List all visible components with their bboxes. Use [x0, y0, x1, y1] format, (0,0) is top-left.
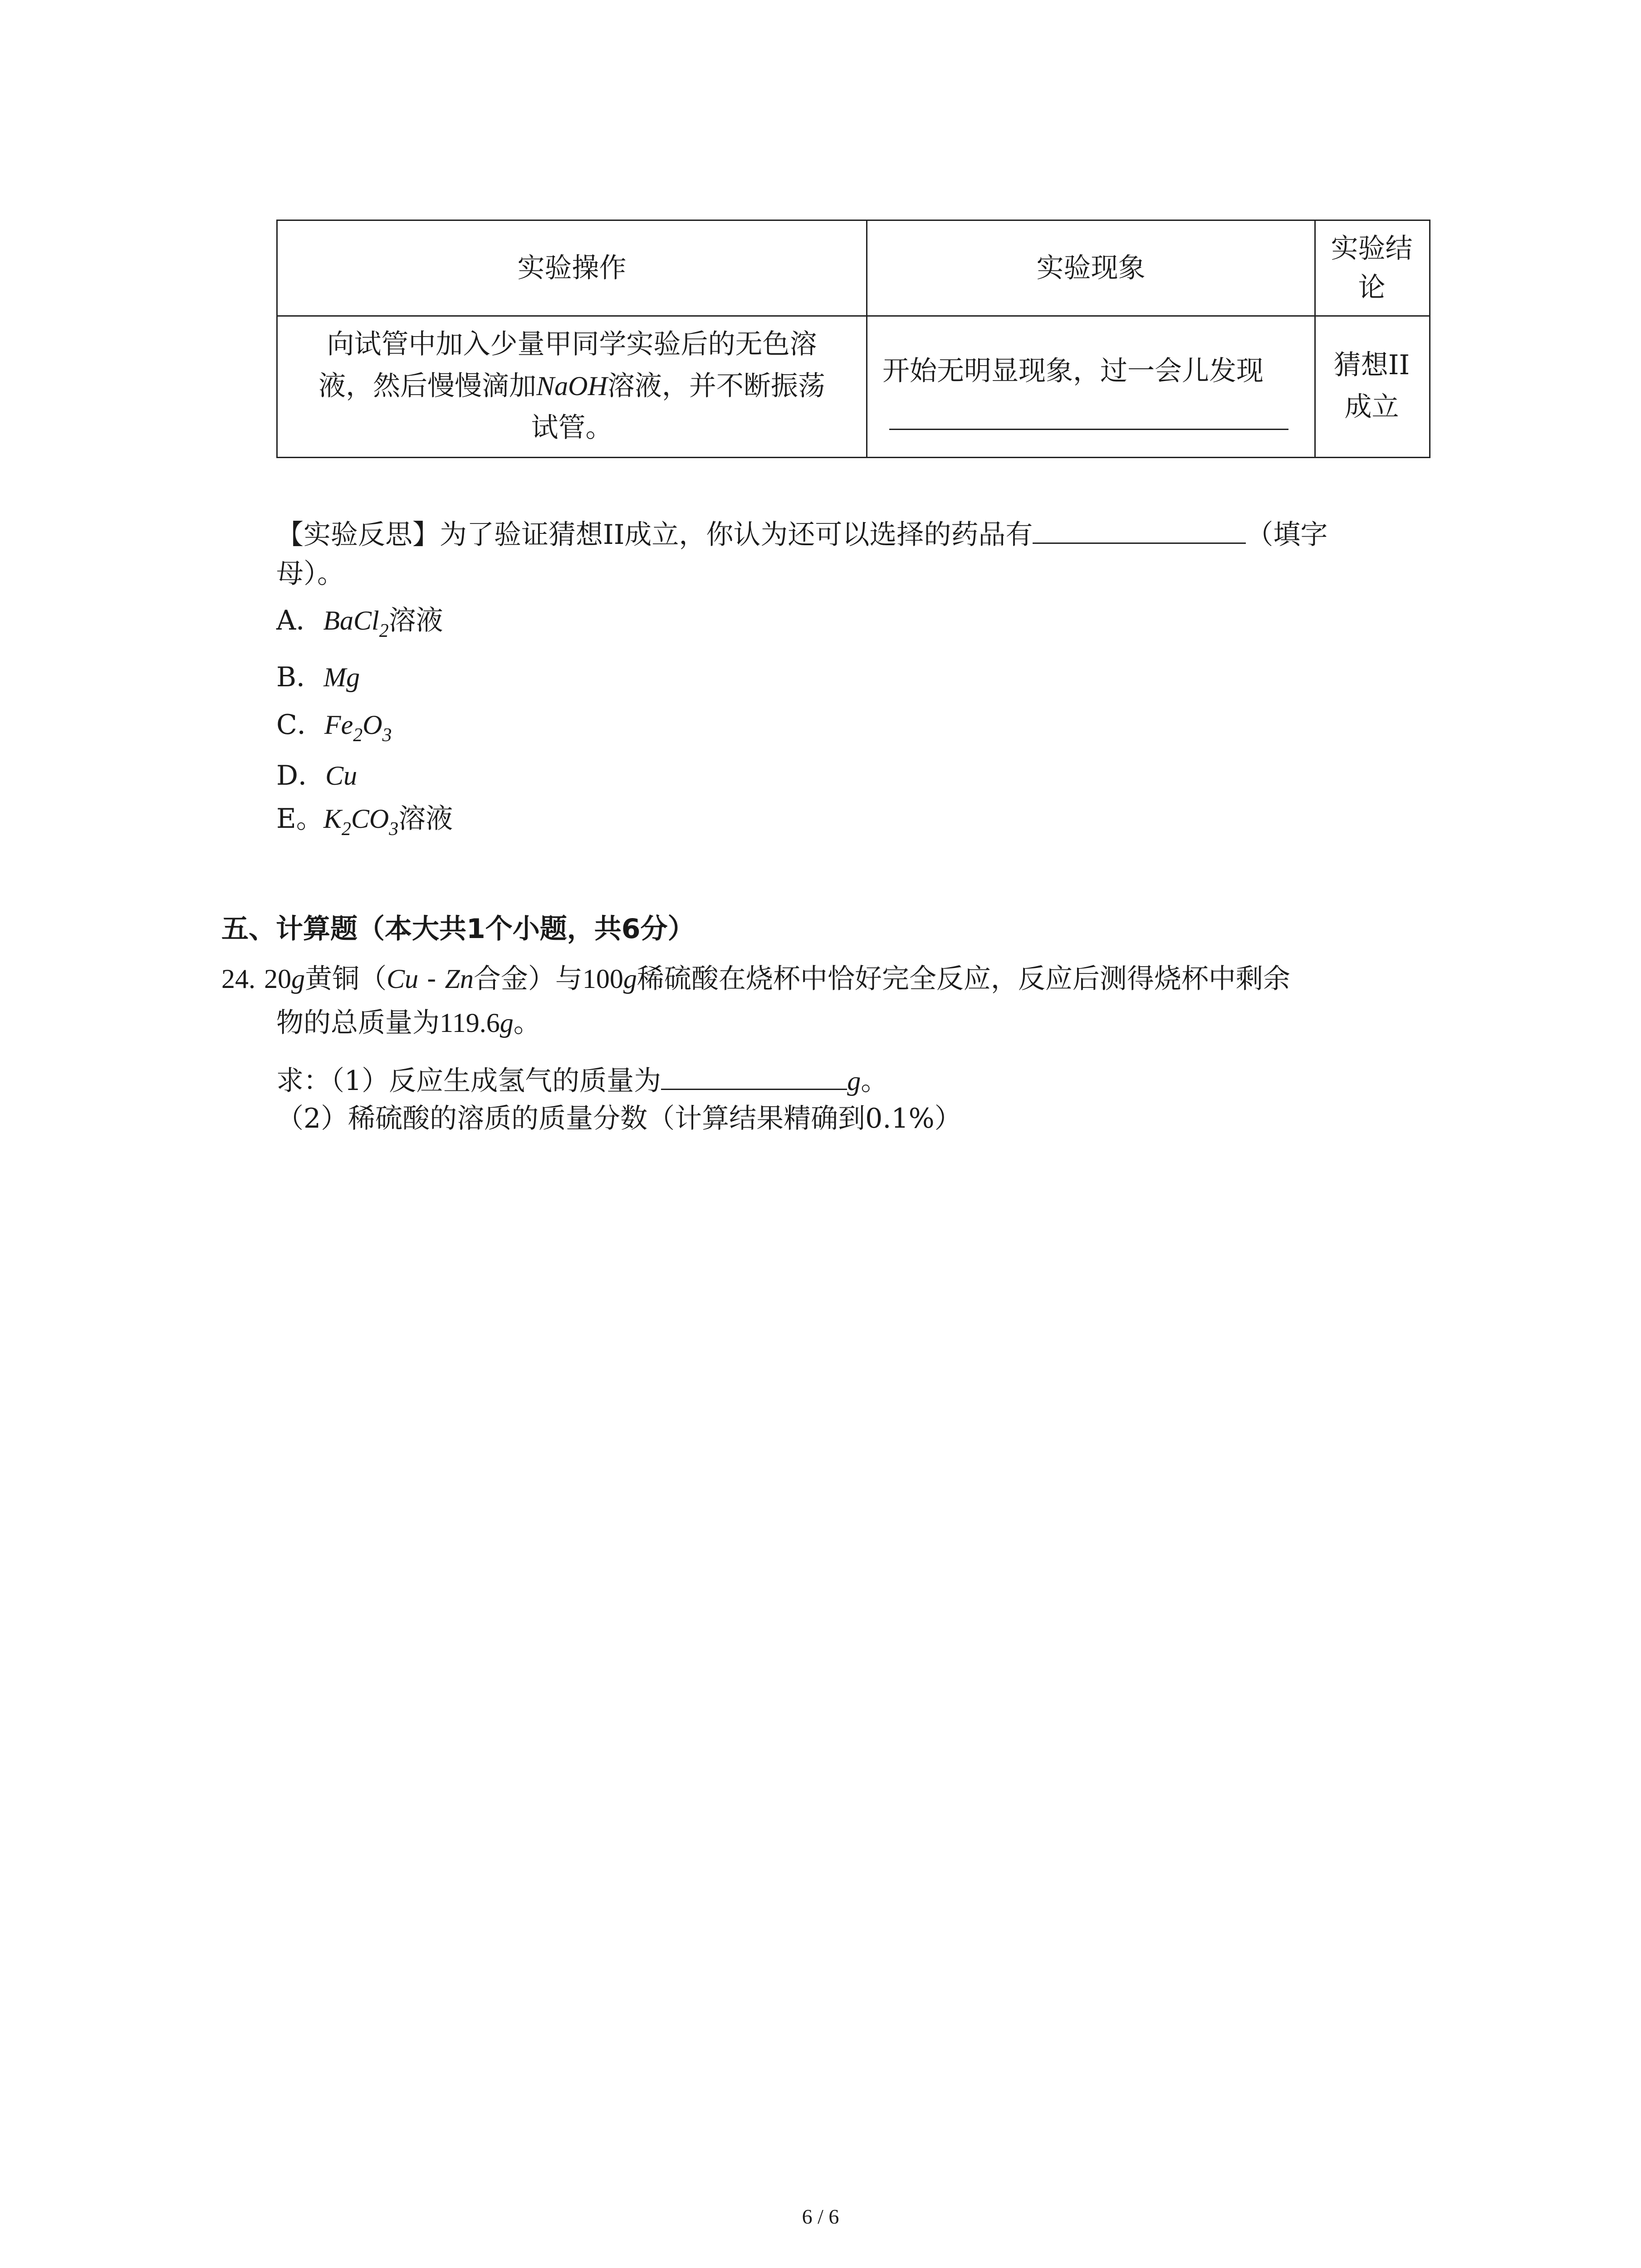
- conclusion-cell: 猜想II 成立: [1333, 349, 1410, 423]
- phenomenon-blank: [889, 429, 1288, 430]
- option-a: A．BaCl$_2$溶液: [276, 605, 443, 641]
- answer-blank: [1033, 515, 1246, 544]
- answer-blank: [661, 1061, 847, 1090]
- reflection-line1: 【实验反思】为了验证猜想II成立，你认为还可以选择的药品有 （填字: [276, 515, 1327, 548]
- operation-cell: 向试管中加入少量甲同学实验后的无色溶 液，然后慢慢滴加NaOH溶液，并不断振荡 试管。: [318, 328, 825, 444]
- section-heading: 五、计算题（本大共1个小题，共6分）: [221, 913, 695, 945]
- subquestion-1: 求：（1）反应生成氢气的质量为 g。: [276, 1061, 888, 1095]
- question-24-line1: 24. 20g黄铜（Cu - Zn合金）与100g稀硫酸在烧杯中恰好完全反应，反应后测得烧杯中剩余: [221, 963, 1290, 995]
- option-d: D．Cu: [276, 760, 358, 792]
- option-c: C．$Fe_2O_3$: [276, 709, 392, 746]
- option-e: E。$K_2CO_3$溶液: [276, 803, 453, 840]
- subquestion-2: （2）稀硫酸的溶质的质量分数（计算结果精确到0.1%）: [276, 1103, 962, 1134]
- header-operation: 实验操作: [517, 252, 627, 284]
- question-24-line2: 物的总质量为119.6g。: [276, 1007, 541, 1039]
- phenomenon-cell: 开始无明显现象，过一会儿发现: [882, 355, 1264, 387]
- page-number: 6 / 6: [802, 2205, 839, 2228]
- reflection-line2: 母）。: [276, 558, 344, 590]
- header-conclusion: 实验结 论: [1331, 233, 1413, 303]
- header-phenomenon: 实验现象: [1036, 252, 1146, 284]
- option-b: B．Mg: [276, 661, 360, 693]
